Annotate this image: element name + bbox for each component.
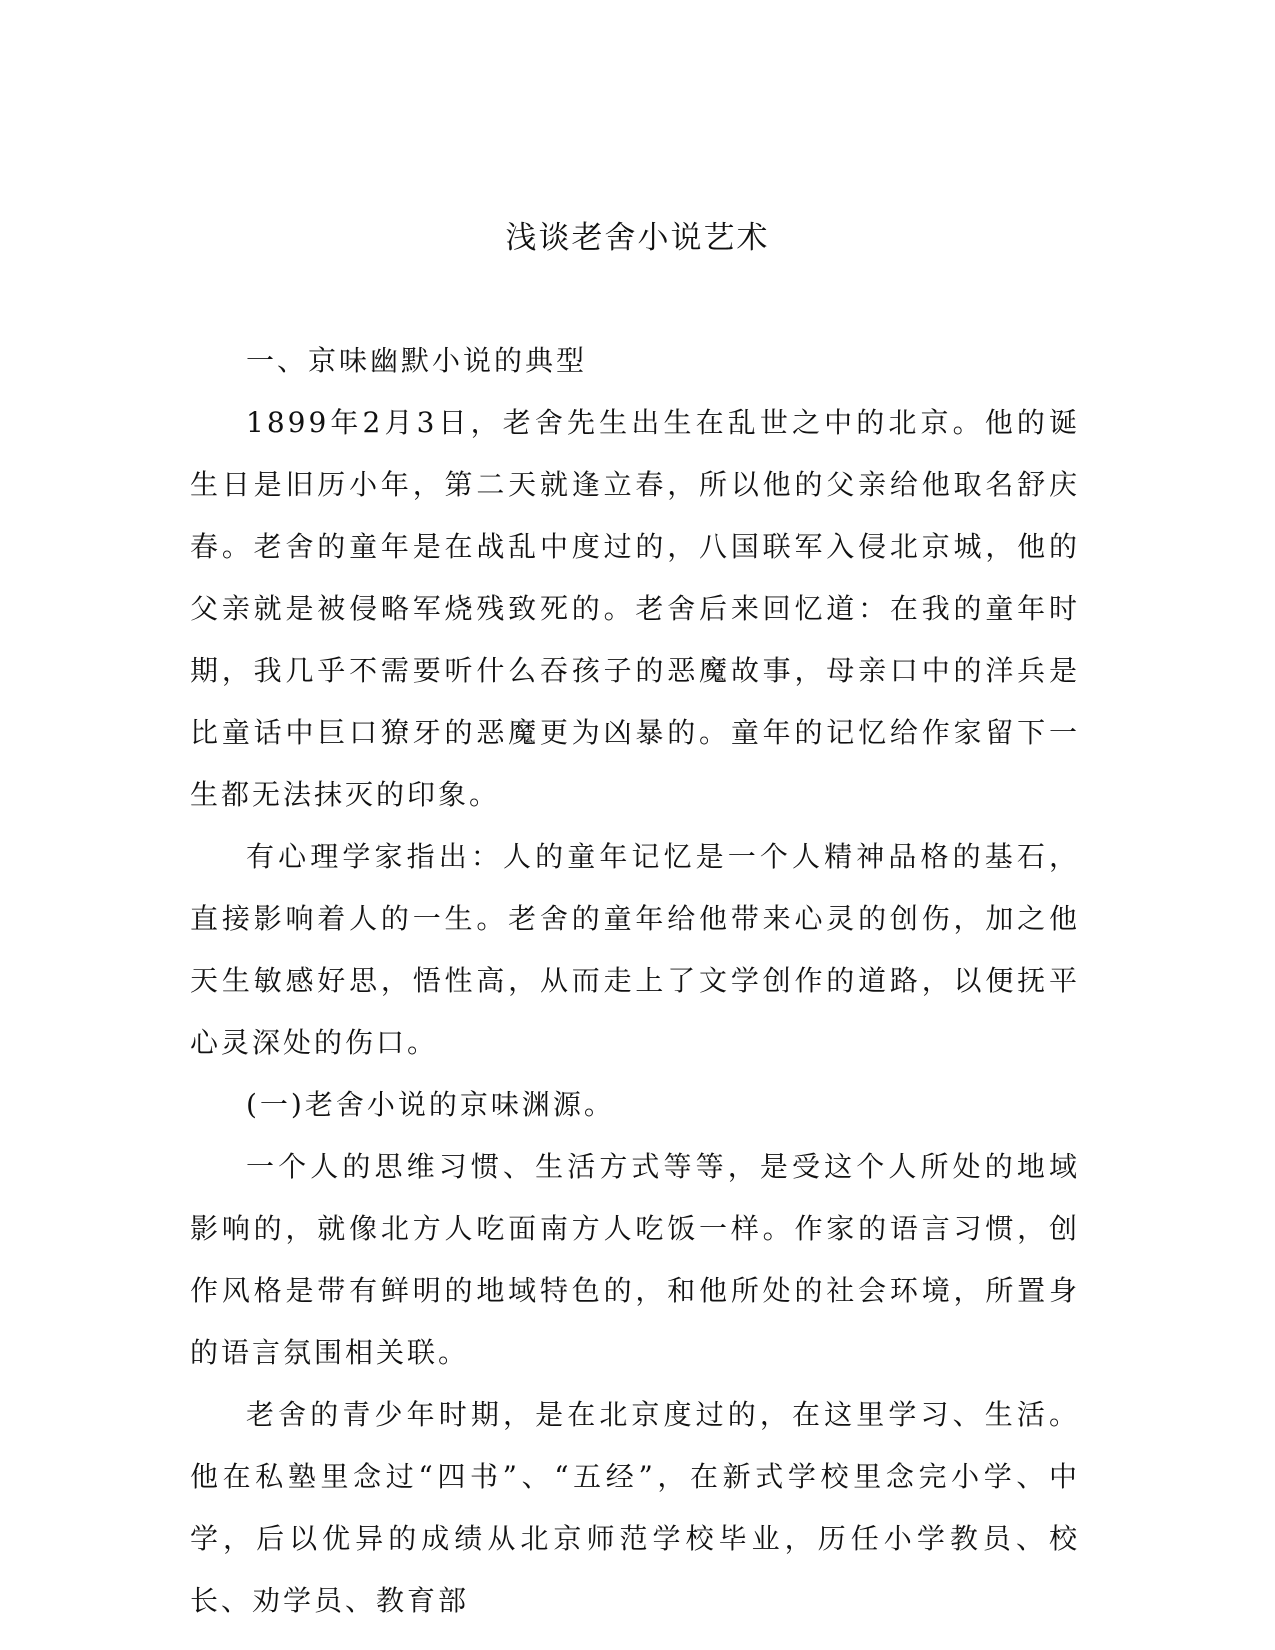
subsection-heading: (一)老舍小说的京味渊源。 — [246, 1088, 615, 1121]
paragraph-birth: 1899年2月3日，老舍先生出生在乱世之中的北京。他的诞生日是旧历小年，第二天就逢立春，所以他的父亲给他取名舒庆春。老舍的童年是在战乱中度过的，八国联军入侵北京城，他的父亲就是被侵略军烧残致死的。老舍后来回忆道：在我的童年时期，我几乎不需要听什么吞孩子的恶魔故事，母亲口中的洋兵是比童话中巨口獠牙的恶魔更为凶暴的。童年的记忆给作家留下一生都无法抹灭的印象。 — [190, 406, 1080, 811]
paragraph-youth: 老舍的青少年时期，是在北京度过的，在这里学习、生活。他在私塾里念过“四书”、“五经”，在新式学校里念完小学、中学，后以优异的成绩从北京师范学校毕业，历任小学教员、校长、劝学员、教育部 — [190, 1398, 1080, 1617]
paragraph-childhood-memory: 有心理学家指出：人的童年记忆是一个人精神品格的基石，直接影响着人的一生。老舍的童年给他带来心灵的创伤，加之他天生敏感好思，悟性高，从而走上了文学创作的道路，以便抚平心灵深处的伤口。 — [190, 840, 1080, 1059]
document-title: 浅谈老舍小说艺术 — [505, 220, 770, 256]
paragraph-regional-influence: 一个人的思维习惯、生活方式等等，是受这个人所处的地域影响的，就像北方人吃面南方人吃饭一样。作家的语言习惯，创作风格是带有鲜明的地域特色的，和他所处的社会环境，所置身的语言氛围相关联。 — [190, 1150, 1080, 1369]
section-heading: 一、京味幽默小说的典型 — [246, 344, 588, 377]
document-body — [190, 330, 1080, 1632]
